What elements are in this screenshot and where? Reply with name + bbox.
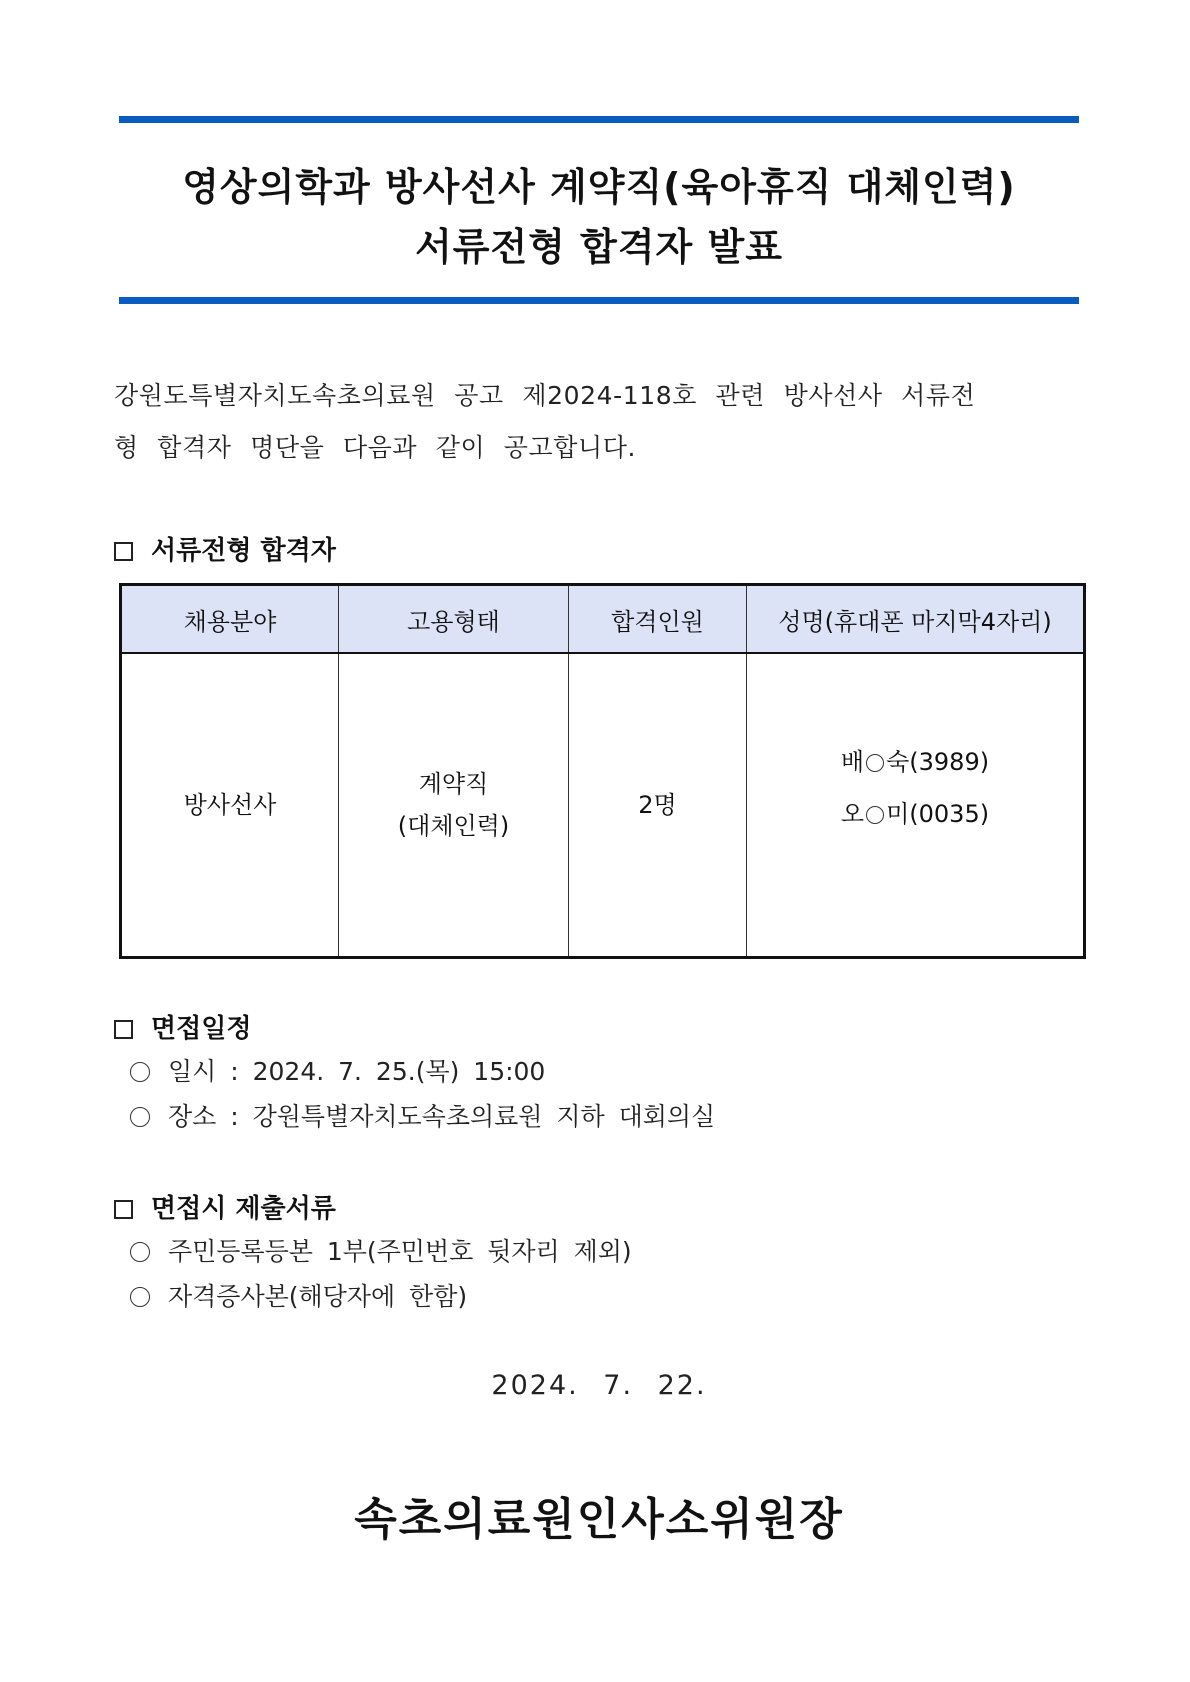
intro-line-1: 강원도특별자치도속초의료원 공고 제2024-118호 관련 방사선사 서류전 [114, 381, 976, 410]
cell-type-line-1: 계약직 [418, 770, 489, 798]
circle-bullet-icon [130, 1107, 150, 1127]
top-rule [119, 116, 1079, 123]
section-heading-pass [114, 530, 336, 567]
cell-count: 2명 [569, 653, 747, 958]
name-2-last: 미(0035) [886, 800, 990, 828]
header-type: 고용형태 [339, 585, 569, 654]
docs-item-1-text: 주민등록등본 1부(주민번호 뒷자리 제외) [168, 1237, 632, 1266]
interview-item-datetime-text: 일시 : 2024. 7. 25.(목) 15:00 [168, 1057, 546, 1086]
table-header-row [121, 585, 1085, 654]
pass-table [119, 583, 1086, 959]
circle-bullet-icon [130, 1062, 150, 1082]
cell-field: 방사선사 [121, 653, 339, 958]
docs-item-1 [130, 1232, 632, 1268]
interview-item-location [130, 1097, 715, 1133]
masked-circle-icon [866, 754, 884, 772]
docs-item-2 [130, 1277, 467, 1313]
cell-names [747, 653, 1085, 958]
header-count: 합격인원 [569, 585, 747, 654]
name-1-last: 숙(3989) [886, 748, 990, 776]
name-entry-1 [747, 741, 1083, 783]
cell-type [339, 653, 569, 958]
cell-type-line-2: (대체인력) [397, 812, 510, 840]
interview-item-location-text: 장소 : 강원특별자치도속초의료원 지하 대회의실 [168, 1102, 716, 1131]
name-entry-2 [747, 793, 1083, 835]
table-row [121, 653, 1085, 958]
circle-bullet-icon [130, 1242, 150, 1262]
checkbox-square-icon [114, 542, 133, 561]
issuer-name: 속초의료원인사소위원장 [354, 1494, 844, 1545]
section-heading-pass-label: 서류전형 합격자 [151, 536, 336, 566]
header-field: 채용분야 [121, 585, 339, 654]
section-heading-interview [114, 1008, 251, 1045]
title-line-2: 서류전형 합격자 발표 [415, 225, 783, 269]
section-heading-docs [114, 1188, 336, 1225]
intro-line-2: 형 합격자 명단을 다음과 같이 공고합니다. [114, 433, 637, 462]
bottom-rule [119, 297, 1079, 304]
circle-bullet-icon [130, 1287, 150, 1307]
announcement-date: 2024. 7. 22. [491, 1370, 707, 1401]
section-heading-interview-label: 면접일정 [151, 1014, 252, 1044]
docs-item-2-text: 자격증사본(해당자에 한함) [168, 1282, 468, 1311]
section-heading-docs-label: 면접시 제출서류 [151, 1194, 336, 1224]
checkbox-square-icon [114, 1200, 133, 1219]
interview-item-datetime [130, 1052, 545, 1088]
checkbox-square-icon [114, 1020, 133, 1039]
header-names: 성명(휴대폰 마지막4자리) [747, 585, 1085, 654]
name-2-first: 오 [840, 800, 865, 828]
masked-circle-icon [866, 806, 884, 824]
name-1-first: 배 [840, 748, 865, 776]
title-line-1: 영상의학과 방사선사 계약직(육아휴직 대체인력) [182, 165, 1016, 209]
